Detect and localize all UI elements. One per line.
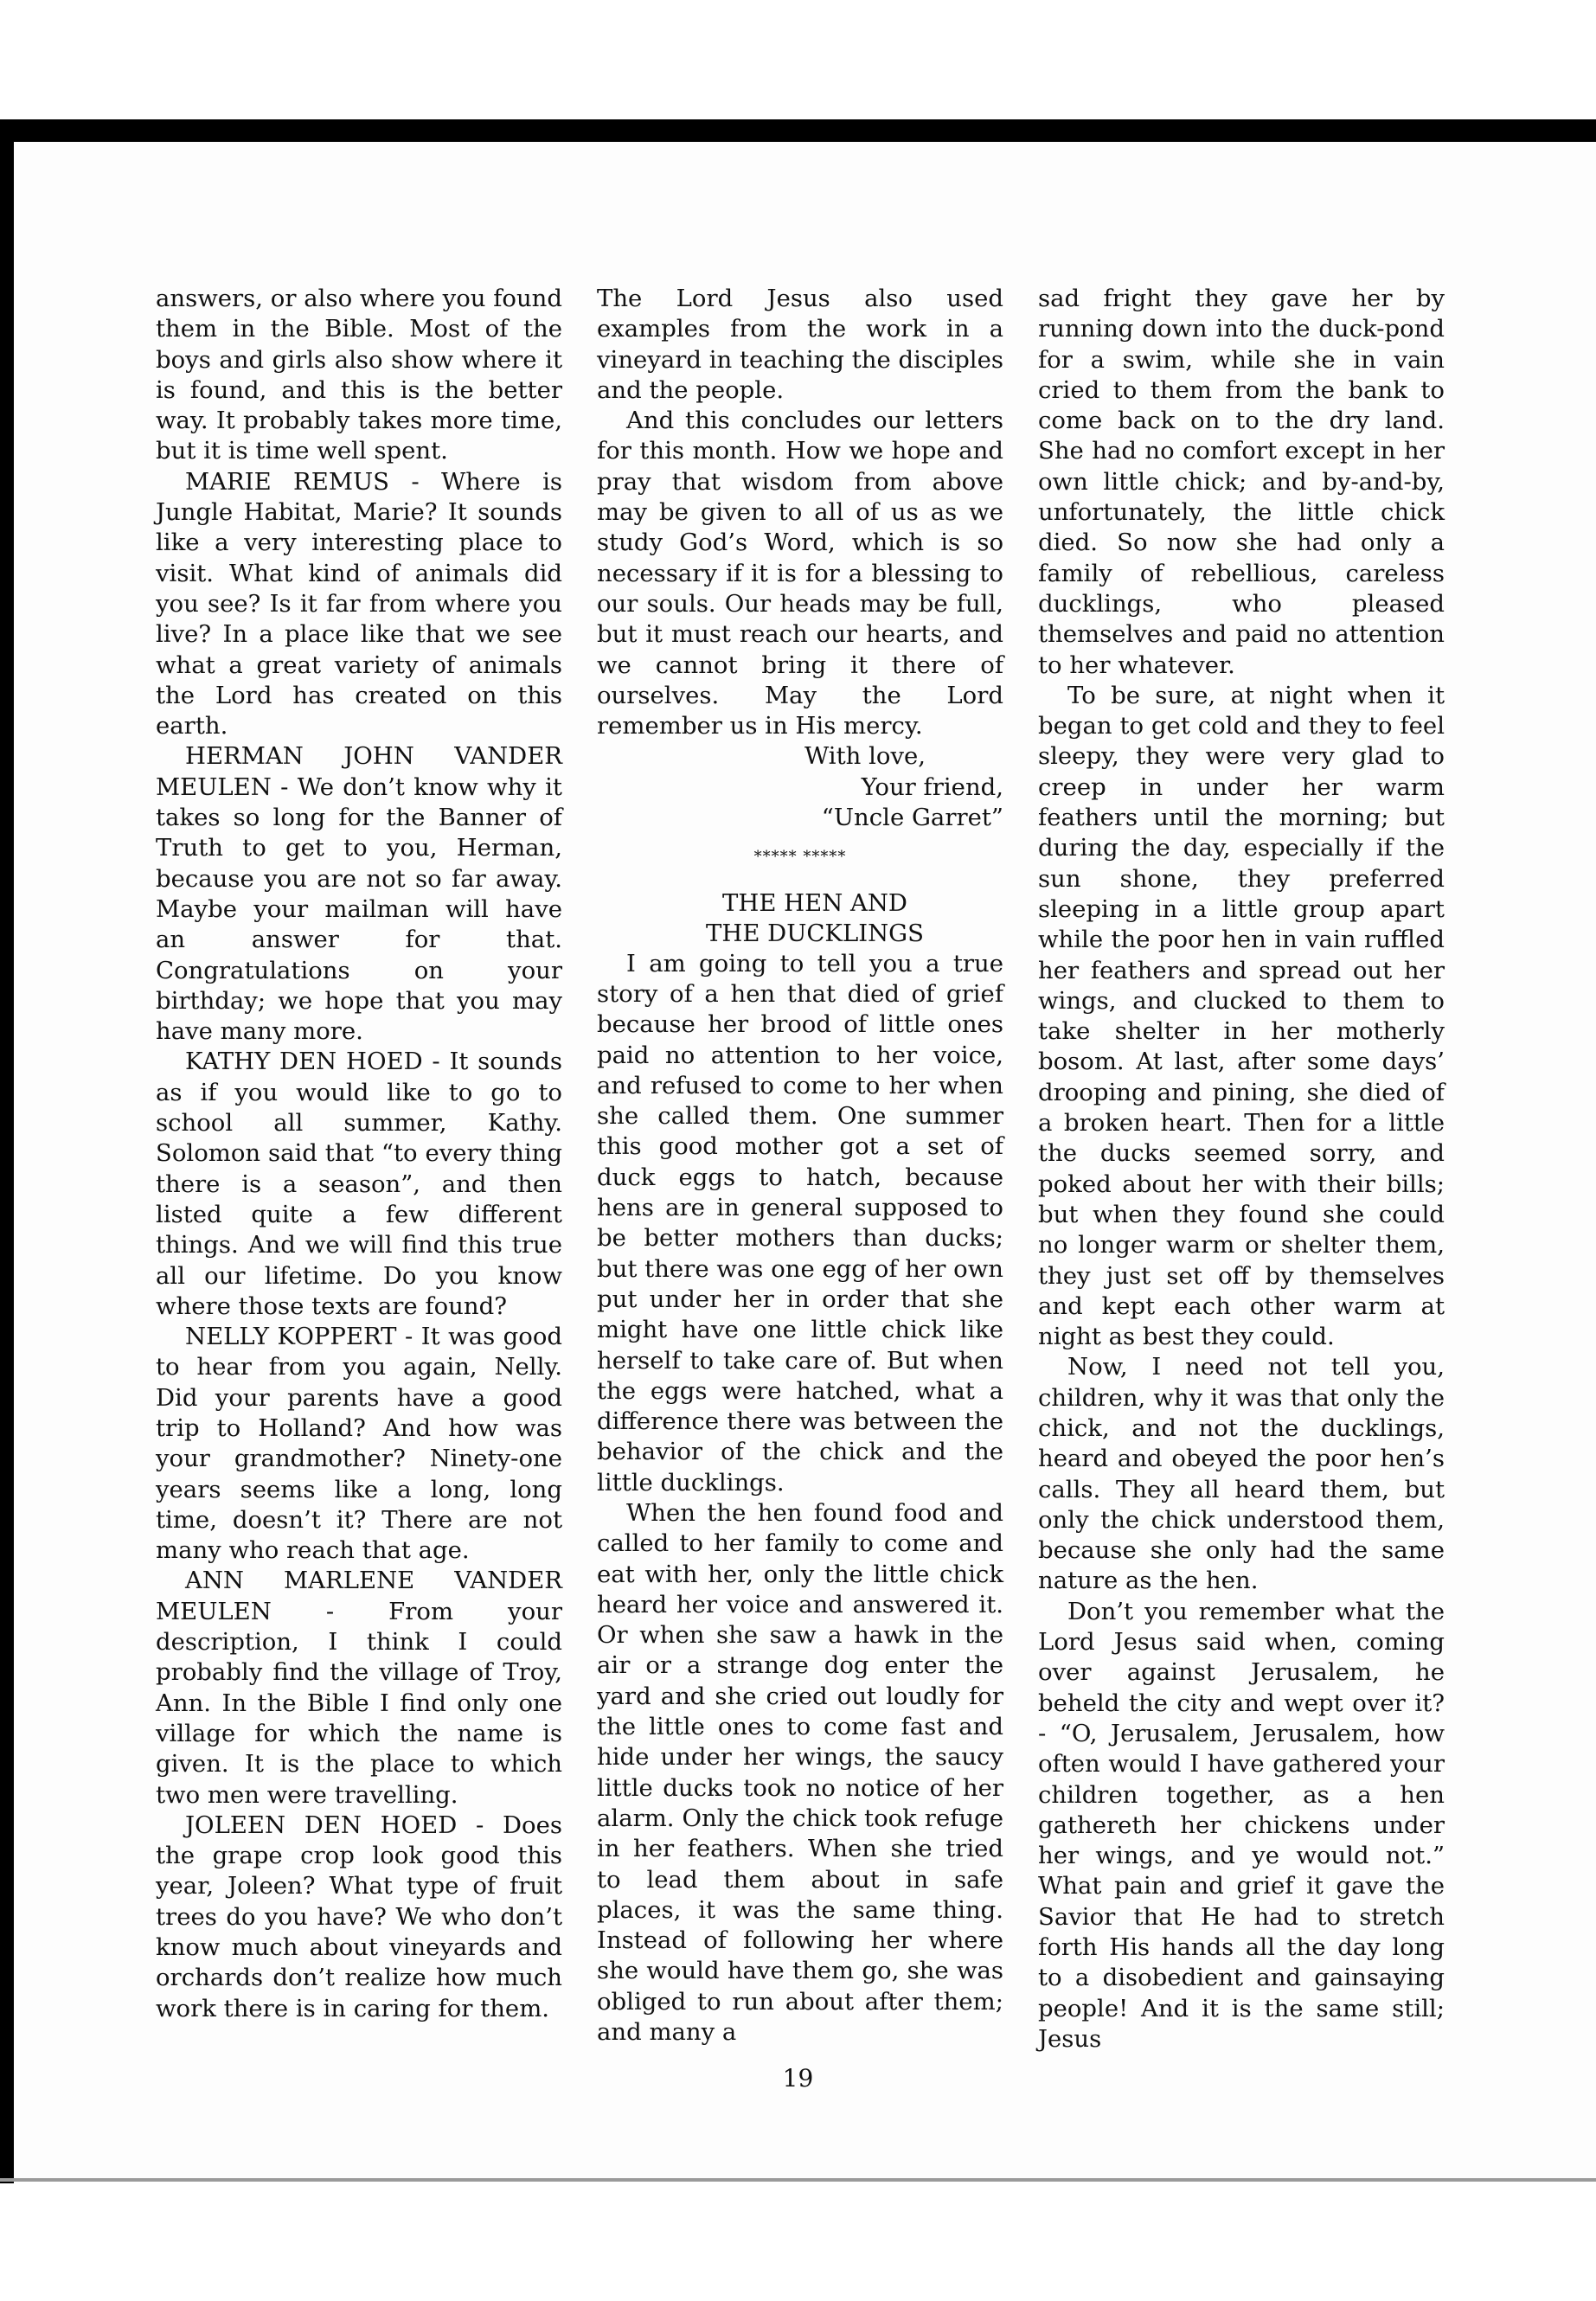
scan-top-border: [0, 119, 1596, 142]
story-paragraph: Don’t you remember what the Lord Jesus said when, coming over against Jerusalem, he beheld the city and wept over it? - “O, Jerusalem, Jerusalem, how often would I have gathered your children together, as a hen gathereth her chickens under her wings, and ye would not.” What pain and grief it gave the Savior that He had to stretch forth His hands all the day long to a disobedient and gainsaying people! And it is the same still; Jesus: [1038, 1597, 1445, 2053]
story-paragraph: Now, I need not tell you, children, why it was that only the chick, and not the ducklings, heard and obeyed the poor hen’s calls. They all heard them, but only the chick understood them, because she only had the same nature as the hen.: [1038, 1353, 1445, 1595]
letter-reply-nelly-koppert: NELLY KOPPERT - It was good to hear from you again, Nelly. Did your parents have a good trip to Holland? And how was your grandmother? Ninety-one years seems like a long, long time, doesn’t it? There are not many who reach that age.: [156, 1323, 562, 1565]
paragraph: The Lord Jesus also used examples from the work in a vineyard in teaching the disciples and the people.: [597, 285, 1003, 404]
letter-reply-kathy-den-hoed: KATHY DEN HOED - It sounds as if you would like to go to school all summer, Kathy. Solomon said that “to every thing there is a season”, and then listed quite a few different things. And we will find this true all our lifetime. Do you know where those texts are found?: [156, 1048, 562, 1320]
story-paragraph: When the hen found food and called to her family to come and eat with her, only the little chick heard her voice and answered it. Or when she saw a hawk in the air or a strange dog enter the yard and she cried out loudly for the little ones to come fast and hide under her wings, the saucy little ducks took no notice of her alarm. Only the chick took refuge in her feathers. When she tried to lead them about in safe places, it was the same thing. Instead of following her where she would have them go, she was obliged to run about after them; and many a: [597, 1498, 1003, 2047]
paragraph: answers, or also where you found them in the Bible. Most of the boys and girls also show where it is found, and this is the better way. It probably takes more time, but it is time well spent.: [156, 285, 562, 465]
page-number: 19: [782, 2064, 814, 2093]
letter-reply-ann-vander-meulen: ANN MARLENE VANDER MEULEN - From your description, I think I could probably find the village of Troy, Ann. In the Bible I find only one village for which the name is given. It is the place to which two men were travelling.: [156, 1567, 562, 1809]
text-column-left: [156, 284, 562, 2024]
text-column-middle: [597, 284, 1003, 2048]
closing-with-love: With love,: [804, 742, 926, 771]
story-paragraph: I am going to tell you a true story of a hen that died of grief because her brood of little ones paid no attention to her voice, and refused to come to her when she called them. One summer this good mother got a set of duck eggs to hatch, because hens are in general supposed to be better mothers than ducks; but there was one egg of her own put under her in order that she might have one little chick like herself to take care of. But when the eggs were hatched, what a difference there was between the behavior of the chick and the little ducklings.: [597, 949, 1003, 1497]
letter-reply-herman-vander-meulen: HERMAN JOHN VANDER MEULEN - We don’t know why it takes so long for the Banner of Truth to get to you, Herman, because you are not so far away. Maybe your mailman will have an answer for that. Congratulations on your birthday; we hope that you may have many more.: [156, 742, 562, 1046]
text-column-right: [1038, 284, 1445, 2054]
section-separator: ***** *****: [753, 848, 847, 867]
signature-uncle-garret: “Uncle Garret”: [821, 804, 1003, 832]
letter-reply-marie-remus: MARIE REMUS - Where is Jungle Habitat, Marie? It sounds like a very interesting place to visit. What kind of animals did you see? Is it far from where you live? In a place like that we see what a great variety of animals the Lord has created on this earth.: [156, 467, 562, 740]
closing-your-friend: Your friend,: [861, 772, 1003, 801]
scan-left-edge: [0, 119, 14, 2183]
scan-bottom-edge: [0, 2178, 1596, 2182]
story-title-line-2: THE DUCKLINGS: [706, 919, 924, 947]
closing-paragraph: And this concludes our letters for this month. How we hope and pray that wisdom from above may be given to all of us as we study God’s Word, which is so necessary if it is for a blessing to our souls. Our heads may be full, but it must reach our hearts, and we cannot bring it there of ourselves. May the Lord remember us in His mercy.: [597, 407, 1003, 740]
story-paragraph: sad fright they gave her by running down into the duck-pond for a swim, while she in vain cried to them from the bank to come back on to the dry land. She had no comfort except in her own little chick; and by-and-by, unfortunately, the little chick died. So now she had only a family of rebellious, careless ducklings, who pleased themselves and paid no attention to her whatever.: [1038, 285, 1445, 679]
story-paragraph: To be sure, at night when it began to get cold and they to feel sleepy, they were very glad to creep in under her warm feathers until the morning; but during the day, especially if the sun shone, they preferred sleeping in a little group apart while the poor hen in vain ruffled her feathers and spread out her wings, and clucked to them to take shelter in her motherly bosom. At last, after some days’ drooping and pining, she died of a broken heart. Then for a little the ducks seemed sorry, and poked about her with their bills; but when they found she could no longer warm or shelter them, they just set off by themselves and kept each other warm at night as best they could.: [1038, 681, 1445, 1351]
letter-reply-joleen-den-hoed: JOLEEN DEN HOED - Does the grape crop look good this year, Joleen? What type of fruit trees do you have? We who don’t know much about vineyards and orchards don’t realize how much work there is in caring for them.: [156, 1811, 562, 2022]
story-title-line-1: THE HEN AND: [722, 888, 907, 917]
